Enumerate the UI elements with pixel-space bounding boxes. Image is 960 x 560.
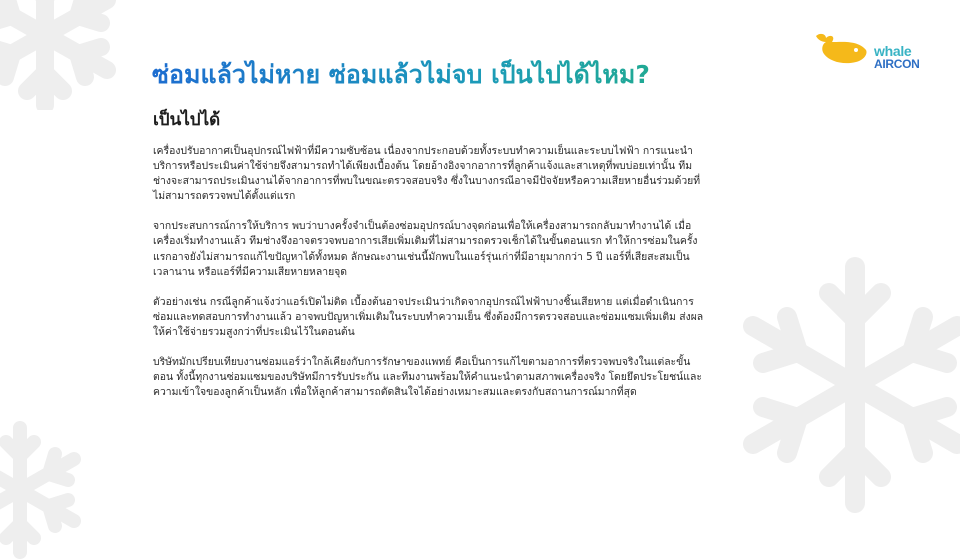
- paragraph: จากประสบการณ์การให้บริการ พบว่าบางครั้งจำเป็นต้องซ่อมอุปกรณ์บางจุดก่อนเพื่อให้เครื่องสามารถกลับมาทำงานได้ เมื่อเครื่องเริ่มทำงานแล้ว ทีมช่างจึงอาจตรวจพบอาการเสียเพิ่มเติมที่ไม่สามารถตรวจเช็กได้ในขั้นตอนแรก ทำให้การซ่อมในครั้งแรกอาจยังไม่สามารถแก้ไขปัญหาได้ทั้งหมด ลักษณะงานเช่นนี้มักพบในแอร์รุ่นเก่าที่มีอายุมากกว่า 5 ปี แอร์ที่เสียสะสมเป็นเวลานาน หรือแอร์ที่มีความเสียหายหลายจุด: [153, 220, 698, 278]
- snowflake-top-left-icon: [0, 0, 130, 110]
- snowflake-bottom-left-icon: [0, 420, 90, 560]
- paragraph: ตัวอย่างเช่น กรณีลูกค้าแจ้งว่าแอร์เปิดไม่ติด เบื้องต้นอาจประเมินว่าเกิดจากอุปกรณ์ไฟฟ้าบางชิ้นเสียหาย แต่เมื่อดำเนินการซ่อมและทดสอบการทำงานแล้ว อาจพบปัญหาเพิ่มเติมในระบบทำความเย็น ซึ่งต้องมีการตรวจสอบและซ่อมแซมเพิ่มเติม ส่งผลให้ค่าใช้จ่ายรวมสูงกว่าที่ประเมินไว้ในตอนต้น: [153, 295, 704, 338]
- logo-text-aircon: AIRCON: [874, 57, 920, 71]
- snowflake-right-icon: [725, 255, 960, 515]
- whale-icon: [812, 30, 872, 70]
- paragraph: บริษัทมักเปรียบเทียบงานซ่อมแอร์ว่าใกล้เคียงกับการรักษาของแพทย์ คือเป็นการแก้ไขตามอาการที่ตรวจพบจริงในแต่ละขั้นตอน ทั้งนี้ทุกงานซ่อมแซมของบริษัทมีการรับประกัน และทีมงานพร้อมให้คำแนะนำตามสภาพเครื่องจริง โดยยึดประโยชน์และความเข้าใจของลูกค้าเป็นหลัก เพื่อให้ลูกค้าสามารถตัดสินใจได้อย่างเหมาะสมและตรงกับสถานการณ์มากที่สุด: [153, 356, 702, 399]
- article-body: [153, 144, 709, 415]
- logo-text-whale: whale: [874, 43, 912, 59]
- page-subtitle: เป็นไปได้: [153, 110, 221, 130]
- page-title: ซ่อมแล้วไม่หาย ซ่อมแล้วไม่จบ เป็นไปได้ไหม?: [152, 58, 752, 92]
- whale-aircon-logo: [812, 30, 932, 74]
- paragraph: เครื่องปรับอากาศเป็นอุปกรณ์ไฟฟ้าที่มีความซับซ้อน เนื่องจากประกอบด้วยทั้งระบบทำความเย็นและระบบไฟฟ้า การแนะนำบริการหรือประเมินค่าใช้จ่ายจึงสามารถทำได้เพียงเบื้องต้น โดยอ้างอิงจากอาการที่ลูกค้าแจ้งและสาเหตุที่พบบ่อยเท่านั้น ทีมช่างจะสามารถประเมินงานได้จากอาการที่พบในขณะตรวจสอบจริง ซึ่งในบางกรณีอาจมีปัจจัยหรือความเสียหายอื่นร่วมด้วยที่ไม่สามารถตรวจพบได้ตั้งแต่แรก: [153, 145, 701, 203]
